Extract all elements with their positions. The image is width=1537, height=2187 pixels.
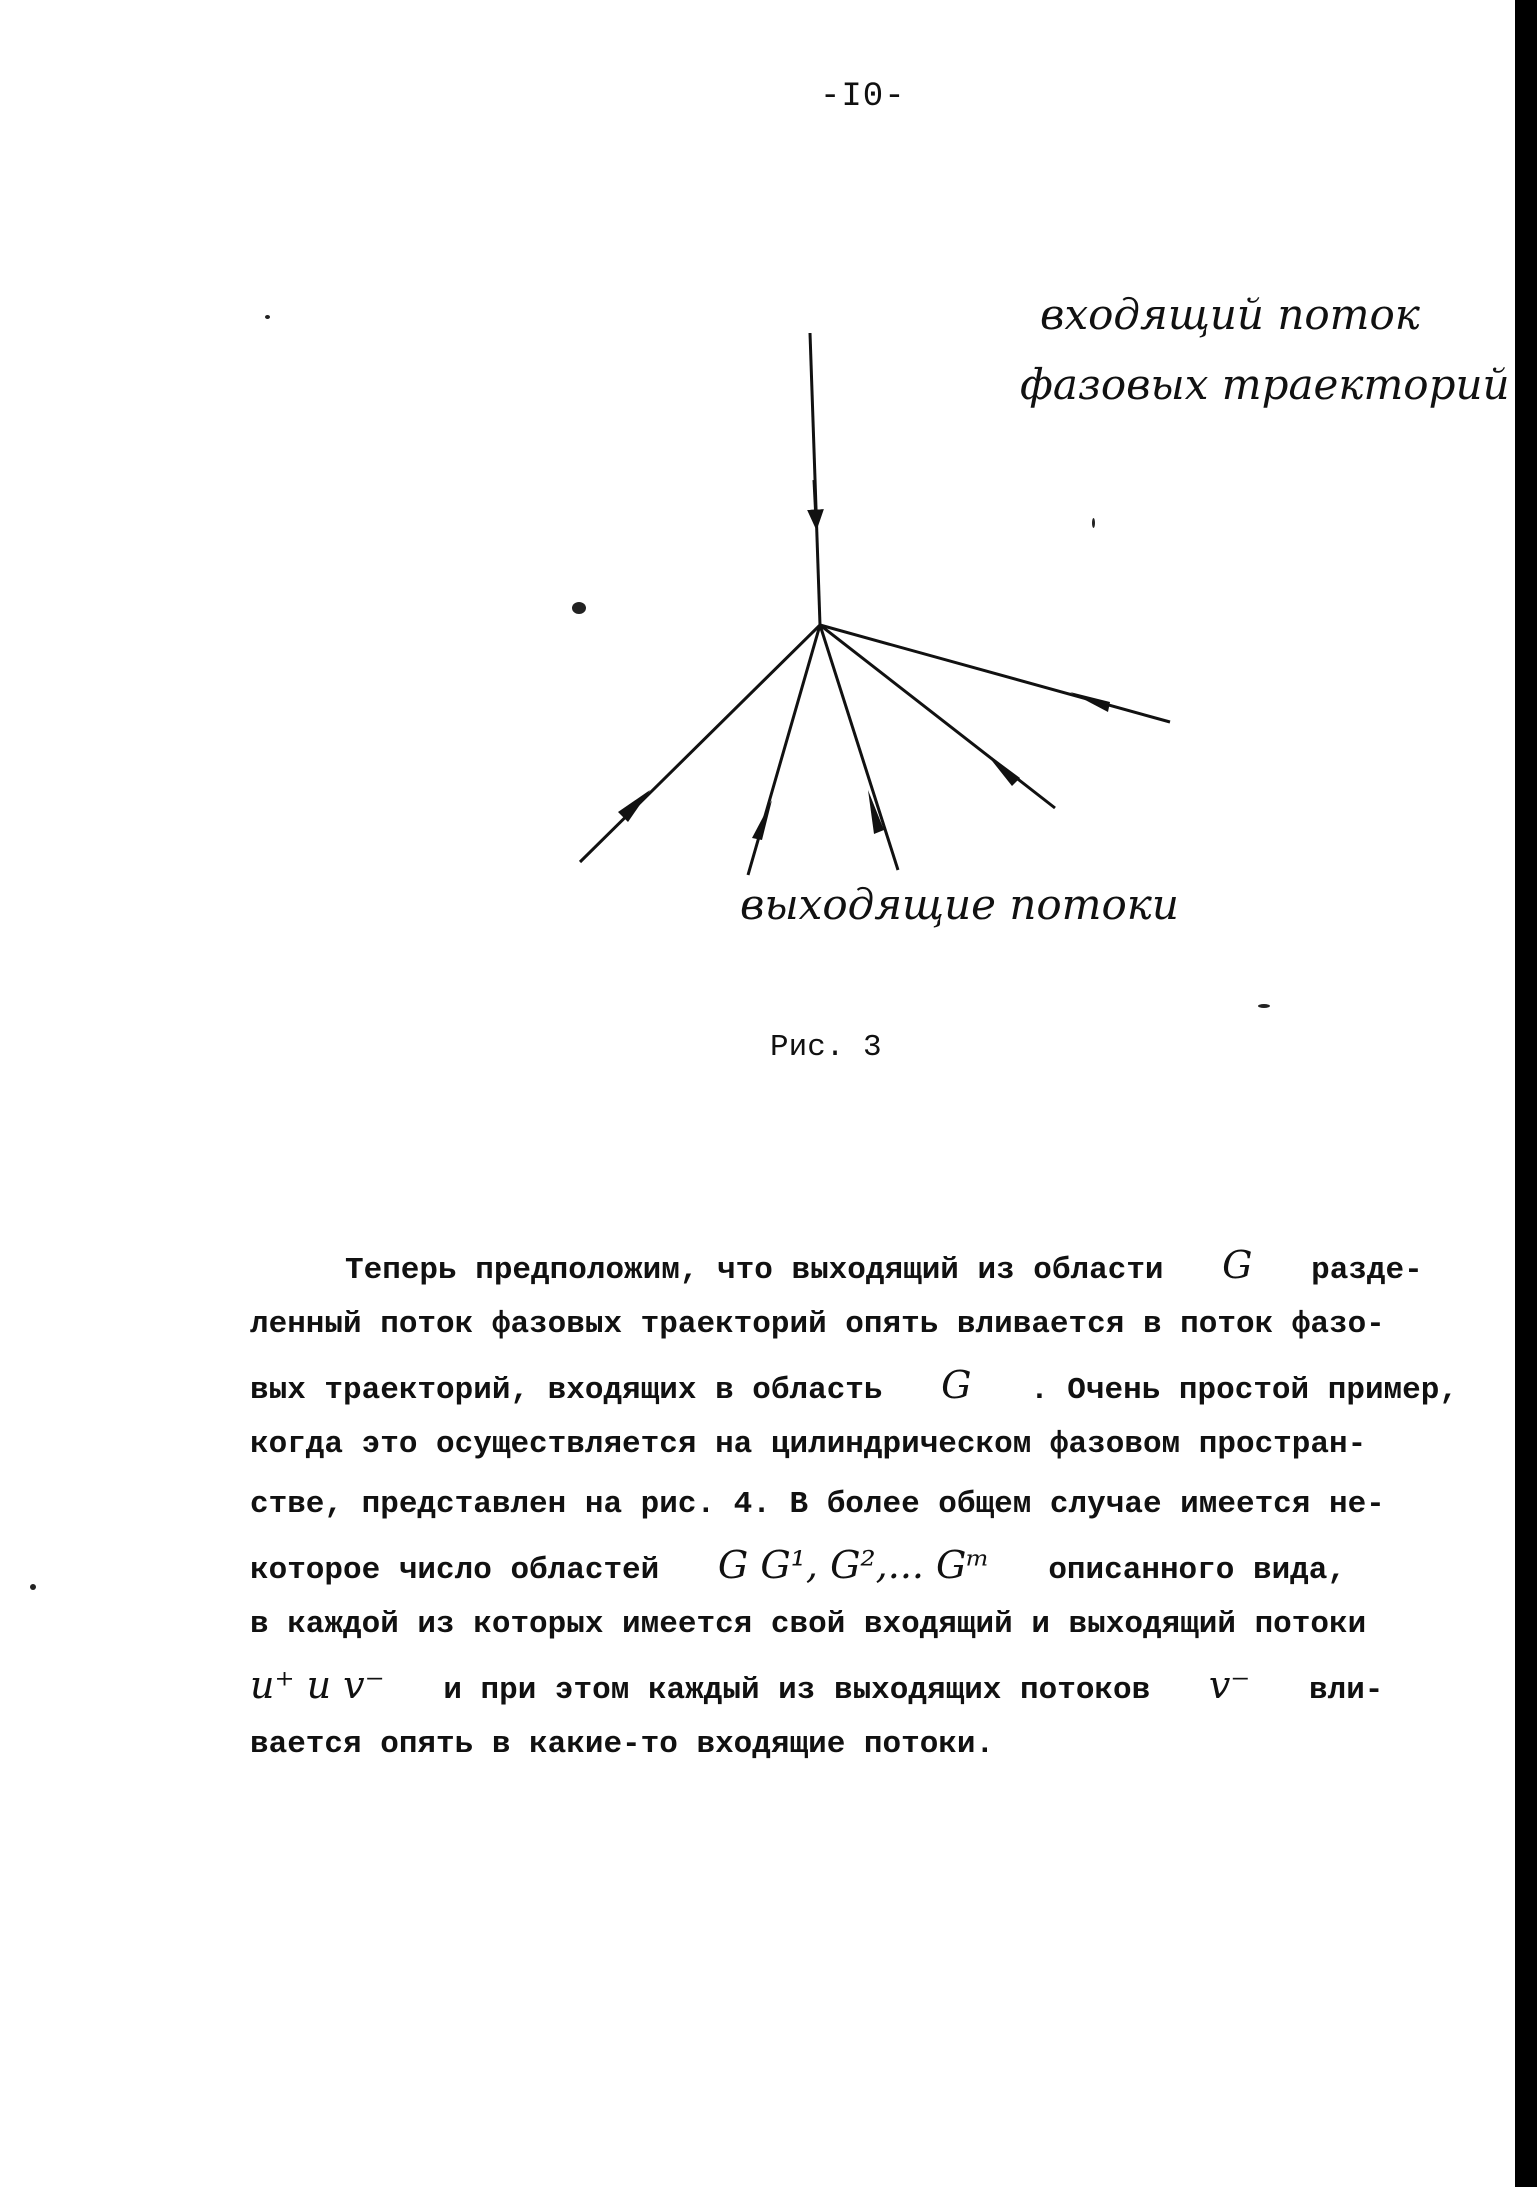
outflow-symbol: v⁻ bbox=[1208, 1663, 1251, 1707]
regions-symbols: G G¹, G²,... Gᵐ bbox=[717, 1543, 990, 1587]
text-line-6: которое число областей G G¹, G²,... Gᵐ описанного вида, bbox=[250, 1543, 1346, 1588]
region-symbol: G bbox=[1222, 1243, 1253, 1287]
flow-symbols: u⁺ и v⁻ bbox=[250, 1663, 385, 1707]
text-line-2: ленный поток фазовых траекторий опять вливается в поток фазо- bbox=[250, 1307, 1385, 1342]
arrow-head-1 bbox=[618, 790, 650, 822]
body-paragraph bbox=[250, 1235, 1458, 1775]
text-line-9: вается опять в какие-то входящие потоки. bbox=[250, 1727, 995, 1762]
ink-speck bbox=[265, 315, 270, 319]
incoming-flow-line bbox=[810, 333, 820, 625]
text-line-7: в каждой из которых имеется свой входящий и выходящий потоки bbox=[250, 1607, 1367, 1642]
outgoing-flow-line-4 bbox=[820, 625, 1055, 808]
text-line-3: вых траекторий, входящих в область G . Очень простой пример, bbox=[250, 1363, 1458, 1408]
ink-speck bbox=[30, 1584, 36, 1590]
label-outgoing-flows: выходящие потоки bbox=[740, 880, 1179, 929]
arrow-head-5 bbox=[1070, 692, 1110, 712]
text-line-1: Теперь предположим, что выходящий из области G разде- bbox=[345, 1243, 1423, 1288]
label-incoming-flow-line1: входящий поток bbox=[1040, 290, 1420, 339]
text-line-8: u⁺ и v⁻ и при этом каждый из выходящих потоков v⁻ вли- bbox=[250, 1663, 1384, 1708]
ink-speck bbox=[1092, 518, 1095, 528]
outgoing-flow-line-1 bbox=[580, 625, 820, 862]
text-line-5: стве, представлен на рис. 4. В более общем случае имеется не- bbox=[250, 1487, 1385, 1522]
text-line-4: когда это осуществляется на цилиндрическом фазовом простран- bbox=[250, 1427, 1367, 1462]
outgoing-flow-line-3 bbox=[820, 625, 898, 870]
ink-speck bbox=[572, 602, 586, 614]
arrow-head-4 bbox=[985, 752, 1020, 786]
region-symbol: G bbox=[941, 1363, 972, 1407]
arrow-head-2 bbox=[752, 800, 772, 840]
outgoing-flow-line-5 bbox=[820, 625, 1170, 722]
figure-caption: Рис. 3 bbox=[770, 1030, 882, 1065]
page-number: -I0- bbox=[820, 78, 906, 116]
incoming-arrow bbox=[814, 480, 816, 520]
ink-speck bbox=[1258, 1004, 1270, 1008]
label-incoming-flow-line2: фазовых траекторий bbox=[1020, 360, 1510, 409]
